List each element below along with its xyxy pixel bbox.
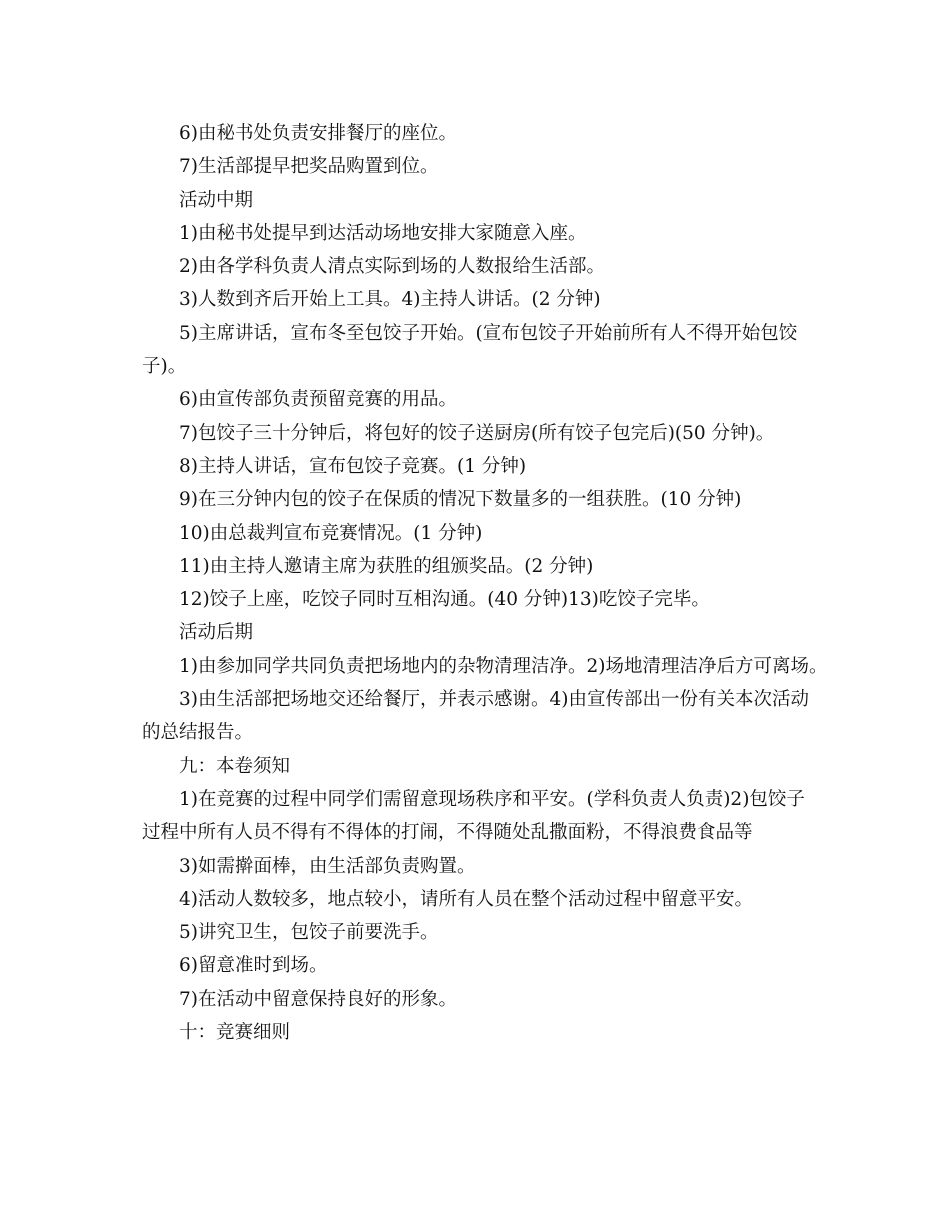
list-item: 1)由参加同学共同负责把场地内的杂物清理洁净。2)场地清理洁净后方可离场。 [179, 655, 828, 677]
list-item: 6)由秘书处负责安排餐厅的座位。 [179, 123, 457, 144]
list-item: 5)主席讲话，宣布冬至包饺子开始。(宣布包饺子开始前所有人不得开始包饺 [179, 322, 798, 344]
list-item-continuation: 子)。 [142, 356, 187, 378]
list-item: 6)留意准时到场。 [179, 955, 328, 977]
list-item: 6)由宣传部负责预留竞赛的用品。 [179, 389, 457, 411]
list-item: 12)饺子上座，吃饺子同时互相沟通。(40 分钟)13)吃饺子完毕。 [179, 589, 710, 611]
list-item: 7)包饺子三十分钟后，将包好的饺子送厨房(所有饺子包完后)(50 分钟)。 [179, 422, 775, 444]
list-item: 1)由秘书处提早到达活动场地安排大家随意入座。 [179, 222, 587, 244]
list-item: 4)活动人数较多，地点较小，请所有人员在整个活动过程中留意平安。 [179, 888, 753, 910]
list-item: 8)主持人讲话，宣布包饺子竞赛。(1 分钟) [179, 455, 527, 477]
section-heading: 十：竞赛细则 [179, 1022, 291, 1044]
section-heading: 活动中期 [179, 189, 254, 211]
list-item: 2)由各学科负责人清点实际到场的人数报给生活部。 [179, 256, 605, 278]
list-item: 3)如需擀面棒，由生活部负责购置。 [179, 855, 476, 877]
list-item: 9)在三分钟内包的饺子在保质的情况下数量多的一组获胜。(10 分钟) [179, 489, 742, 511]
list-item-continuation: 过程中所有人员不得有不得体的打闹，不得随处乱撒面粉，不得浪费食品等 [142, 822, 753, 844]
list-item: 3)由生活部把场地交还给餐厅，并表示感谢。4)由宣传部出一份有关本次活动 [179, 689, 809, 711]
list-item: 7)在活动中留意保持良好的形象。 [179, 988, 457, 1010]
list-item: 1)在竞赛的过程中同学们需留意现场秩序和平安。(学科负责人负责)2)包饺子 [179, 788, 805, 810]
document-body [142, 117, 832, 1049]
list-item: 7)生活部提早把奖品购置到位。 [179, 156, 439, 178]
section-heading: 九：本卷须知 [179, 755, 291, 777]
list-item: 10)由总裁判宣布竞赛情况。(1 分钟) [179, 522, 483, 544]
list-item: 5)讲究卫生，包饺子前要洗手。 [179, 922, 439, 944]
list-item: 3)人数到齐后开始上工具。4)主持人讲话。(2 分钟) [179, 289, 601, 311]
list-item-continuation: 的总结报告。 [142, 722, 254, 744]
section-heading: 活动后期 [179, 622, 254, 644]
list-item: 11)由主持人邀请主席为获胜的组颁奖品。(2 分钟) [179, 555, 594, 577]
